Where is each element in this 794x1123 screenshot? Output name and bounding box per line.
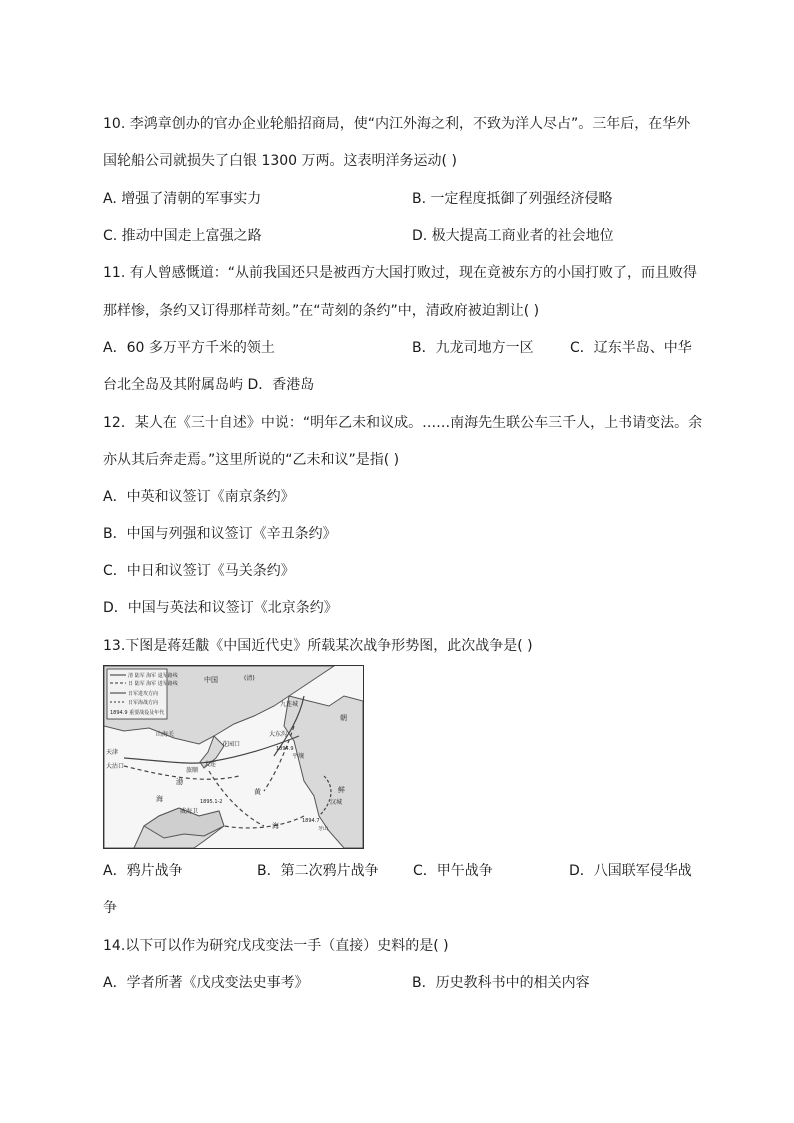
- label-china: 中国: [204, 676, 218, 684]
- label-qing: (清): [244, 675, 255, 682]
- label-xian: 鲜: [338, 786, 345, 794]
- legend-item-1: 清 陆军 海军 退军路线: [128, 673, 178, 679]
- label-pingrang: 平壤: [292, 753, 305, 760]
- label-dagukou: 大沽口: [106, 763, 125, 770]
- q13-option-d: D．八国联军侵华战: [569, 863, 692, 879]
- q11-option-c: C．辽东半岛、中华: [570, 340, 692, 356]
- label-tianjin: 天津: [106, 749, 119, 756]
- q11-option-a: A．60 多万平方千米的领土: [103, 340, 275, 356]
- war-situation-map: [103, 665, 364, 849]
- label-huang: 黄: [254, 788, 261, 796]
- label-bohai: 渤: [176, 778, 183, 786]
- q10-option-d: D. 极大提高工商业者的社会地位: [412, 228, 614, 244]
- label-hai: 海: [156, 795, 163, 803]
- label-hancheng: 汉城: [330, 799, 343, 806]
- label-huayuankou: 花园口: [222, 741, 241, 748]
- q14-option-b: B．历史教科书中的相关内容: [412, 975, 590, 991]
- label-dalian: 大连: [204, 761, 217, 768]
- q12-option-d: D．中国与英法和议签订《北京条约》: [103, 600, 338, 616]
- q14-option-a: A．学者所著《戊戌变法史事考》: [103, 975, 309, 991]
- label-dadonggou: 大东沟: [269, 731, 288, 738]
- label-date1: 1894.9: [276, 746, 294, 752]
- q10-option-c: C. 推动中国走上富强之路: [103, 228, 262, 244]
- label-weihaiwei: 威海卫: [180, 808, 199, 815]
- q14-stem: 14.以下可以作为研究戊戌变法一手（直接）史料的是( ): [103, 938, 449, 954]
- label-lushun: 旅顺: [186, 767, 199, 774]
- q12-option-c: C．中日和议签订《马关条约》: [103, 563, 295, 579]
- q11-option-c-cont-and-d: 台北全岛及其附属岛屿 D．香港岛: [103, 377, 315, 393]
- label-date3: 1894.7: [302, 818, 320, 824]
- q11-stem-line1: 11. 有人曾感慨道：“从前我国还只是被西方大国打败过，现在竟被东方的小国打败了，而且败得: [103, 265, 697, 281]
- q12-stem-line2: 亦从其后奔走焉。”这里所说的“乙未和议”是指( ): [103, 452, 400, 468]
- label-yashan: 牙山: [318, 826, 329, 832]
- q11-stem-line2: 那样惨，条约又订得那样苛刻。”在“苛刻的条约”中，清政府被迫割让( ): [103, 303, 540, 319]
- legend-item-2: 日 陆军 海军 进军路线: [128, 681, 178, 687]
- legend-item-4: 日军海战方向: [128, 700, 159, 706]
- q11-option-b: B．九龙司地方一区: [412, 340, 534, 356]
- label-shanhaiguan: 山海关: [156, 731, 175, 738]
- label-hai2: 海: [272, 822, 279, 830]
- label-chao: 朝: [340, 714, 347, 722]
- q10-option-a: A. 增强了清朝的军事实力: [103, 191, 262, 207]
- legend-item-3: 日军进攻方向: [128, 691, 159, 697]
- legend-item-5: 1894.9 重要战役及年代: [110, 710, 165, 716]
- q12-stem-line1: 12．某人在《三十自述》中说：“明年乙未和议成。……南海先生联公车三千人，上书请变法。余: [103, 415, 703, 431]
- q13-stem: 13.下图是蒋廷黻《中国近代史》所载某次战争形势图，此次战争是( ): [103, 638, 533, 654]
- q12-option-a: A．中英和议签订《南京条约》: [103, 489, 295, 505]
- label-jiulian: 九连城: [280, 701, 299, 708]
- q13-option-d-cont: 争: [103, 900, 117, 916]
- q13-option-a: A．鸦片战争: [103, 863, 183, 879]
- q10-stem-line2: 国轮船公司就损失了白银 1300 万两。这表明洋务运动( ): [103, 153, 457, 169]
- label-date2: 1895.1-2: [200, 799, 223, 805]
- q10-option-b: B. 一定程度抵御了列强经济侵略: [412, 191, 613, 207]
- q13-option-b: B．第二次鸦片战争: [257, 863, 379, 879]
- q13-option-c: C．甲午战争: [413, 863, 493, 879]
- q12-option-b: B．中国与列强和议签订《辛丑条约》: [103, 526, 337, 542]
- q10-stem-line1: 10. 李鸿章创办的官办企业轮船招商局，使“内江外海之利，不致为洋人尽占”。三年后，在华外: [103, 116, 691, 132]
